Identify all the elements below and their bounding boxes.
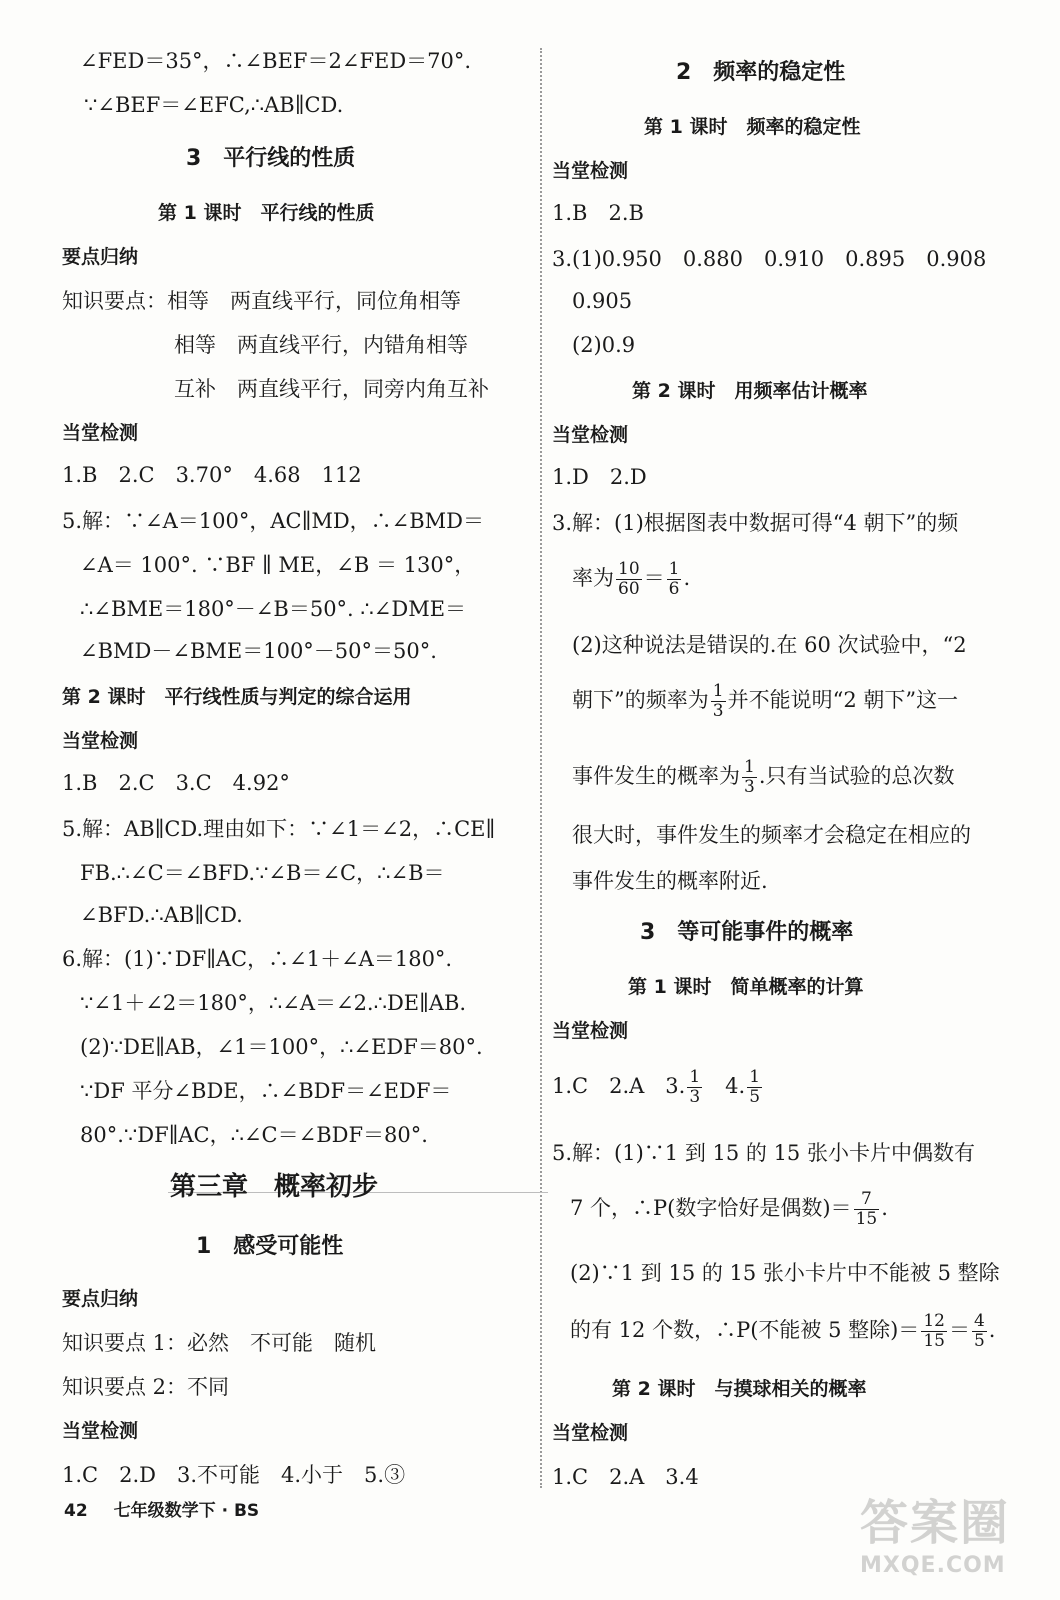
page-footer <box>64 1496 259 1521</box>
label-check: 当堂检测 <box>62 422 139 444</box>
denominator: 15 <box>855 1209 878 1229</box>
text-span: . <box>988 1318 996 1342</box>
label-check: 当堂检测 <box>62 1420 139 1442</box>
label-check: 当堂检测 <box>62 730 139 752</box>
label-check: 当堂检测 <box>552 160 629 182</box>
text-span: 1.C 2.A 3. <box>552 1074 686 1098</box>
section-heading: 3 等可能事件的概率 <box>640 920 854 945</box>
text-line: 6.解：(1)∵DF∥AC，∴∠1＋∠A＝180°. <box>62 947 453 971</box>
text-span: 的有 12 个数，∴P(不能被 5 整除)＝ <box>570 1318 920 1342</box>
denominator: 15 <box>923 1331 945 1351</box>
text-line: ∵DF 平分∠BDE，∴∠BDF＝∠EDF＝ <box>80 1079 452 1103</box>
label-yaodian: 要点归纳 <box>62 246 139 268</box>
label-check: 当堂检测 <box>552 424 629 446</box>
text-line: 很大时，事件发生的频率才会稳定在相应的 <box>572 823 971 847</box>
text-line-with-fraction <box>572 758 955 797</box>
text-line-with-fraction <box>572 560 690 599</box>
numerator: 7 <box>854 1190 880 1210</box>
denominator: 60 <box>618 579 640 599</box>
text-line: 80°.∵DF∥AC，∴∠C＝∠BDF＝80°. <box>80 1123 428 1147</box>
text-line: 相等 两直线平行，内错角相等 <box>174 333 468 357</box>
denominator: 3 <box>689 1087 701 1107</box>
fraction <box>921 1312 947 1351</box>
text-line-with-fraction <box>572 682 958 721</box>
lesson-heading: 第 1 课时 简单概率的计算 <box>628 976 864 998</box>
watermark-top: 答案圈 <box>860 1495 1011 1551</box>
text-line: 1.C 2.A 3.4 <box>552 1465 699 1489</box>
text-line: 知识要点 2：不同 <box>62 1375 230 1399</box>
fraction <box>854 1190 880 1229</box>
text-line: ∵∠BEF＝∠EFC,∴AB∥CD. <box>84 93 344 117</box>
text-line: (2)∵1 到 15 的 15 张小卡片中不能被 5 整除 <box>570 1261 1000 1285</box>
text-line: 5.解：(1)∵1 到 15 的 15 张小卡片中偶数有 <box>552 1141 975 1165</box>
text-line-with-fraction <box>570 1190 888 1229</box>
text-line: 3.解：(1)根据图表中数据可得“4 朝下”的频 <box>552 511 959 535</box>
text-line: 事件发生的概率附近. <box>572 869 768 893</box>
label-check: 当堂检测 <box>552 1020 629 1042</box>
text-line: ∵∠1＋∠2＝180°，∴∠A＝∠2.∴DE∥AB. <box>80 991 467 1015</box>
text-line: 3.(1)0.950 0.880 0.910 0.895 0.908 <box>552 247 987 271</box>
text-line: ∠BFD.∴AB∥CD. <box>80 903 243 927</box>
fraction <box>747 1068 762 1107</box>
text-line: 0.905 <box>572 289 633 313</box>
text-line: 5.解：∵∠A＝100°，AC∥MD，∴∠BMD＝ <box>62 509 485 533</box>
page-number: 42 <box>64 1501 88 1521</box>
label-check: 当堂检测 <box>552 1422 629 1444</box>
denominator: 3 <box>712 701 724 721</box>
numerator: 1 <box>749 1067 761 1087</box>
text-span: ＝ <box>643 566 665 590</box>
numerator: 1 <box>689 1067 701 1087</box>
text-span: 7 个，∴P(数字恰好是偶数)＝ <box>570 1196 852 1220</box>
text-line: FB.∴∠C＝∠BFD.∵∠B＝∠C，∴∠B＝ <box>80 861 445 885</box>
lesson-heading: 第 2 课时 与摸球相关的概率 <box>612 1378 867 1400</box>
section-heading: 3 平行线的性质 <box>186 146 356 171</box>
section-heading: 2 频率的稳定性 <box>676 60 846 85</box>
text-line: 互补 两直线平行，同旁内角互补 <box>174 377 489 401</box>
text-line: ∴∠BME＝180°－∠B＝50°. ∴∠DME＝ <box>80 597 467 621</box>
fraction <box>616 560 642 599</box>
text-span: ＝ <box>948 1318 970 1342</box>
text-span: 朝下”的频率为 <box>572 688 709 712</box>
lesson-heading: 第 2 课时 用频率估计概率 <box>632 380 868 402</box>
text-line: (2)∵DE∥AB，∠1＝100°，∴∠EDF＝80°. <box>80 1035 483 1059</box>
text-span: 并不能说明“2 朝下”这一 <box>727 688 959 712</box>
text-line: 1.B 2.C 3.70° 4.68 112 <box>62 463 362 487</box>
text-span: . <box>683 566 691 590</box>
fraction <box>667 560 682 599</box>
denominator: 6 <box>668 579 680 599</box>
lesson-heading: 第 2 课时 平行线性质与判定的综合运用 <box>62 686 412 708</box>
chapter-heading: 第三章 概率初步 <box>170 1172 379 1202</box>
section-heading: 1 感受可能性 <box>196 1234 344 1259</box>
text-line: 1.B 2.B <box>552 201 644 225</box>
text-line: (2)这种说法是错误的.在 60 次试验中，“2 <box>572 633 967 657</box>
numerator: 10 <box>618 559 640 579</box>
fraction <box>742 758 757 797</box>
denominator: 5 <box>749 1087 761 1107</box>
fraction <box>711 682 726 721</box>
column-divider <box>540 48 542 1488</box>
text-span: .只有当试验的总次数 <box>758 764 955 788</box>
watermark-logo <box>860 1484 1040 1584</box>
text-line: ∠BMD－∠BME＝100°－50°＝50°. <box>80 639 437 663</box>
text-span: . <box>881 1196 888 1220</box>
text-span: 事件发生的概率为 <box>572 764 740 788</box>
denominator: 3 <box>744 777 755 797</box>
denominator: 5 <box>973 1331 985 1351</box>
fraction <box>687 1068 702 1107</box>
text-line: 1.D 2.D <box>552 465 647 489</box>
text-line: 1.B 2.C 3.C 4.92° <box>62 771 290 795</box>
text-line: (2)0.9 <box>572 333 636 357</box>
text-line: 1.C 2.D 3.不可能 4.小于 5.③ <box>62 1463 406 1487</box>
fraction <box>972 1312 987 1351</box>
label-yaodian: 要点归纳 <box>62 1288 139 1310</box>
numerator: 1 <box>712 681 724 701</box>
numerator: 12 <box>923 1311 945 1331</box>
text-span: 率为 <box>572 566 614 590</box>
text-span: 4. <box>704 1074 746 1098</box>
text-line: 知识要点：相等 两直线平行，同位角相等 <box>62 289 461 313</box>
watermark-bottom: MXQE.COM <box>860 1553 1006 1578</box>
text-line: ∠A＝ 100°. ∵BF ∥ ME，∠B ＝ 130°， <box>80 553 476 577</box>
numerator: 4 <box>973 1311 985 1331</box>
text-line: ∠FED＝35°，∴∠BEF＝2∠FED＝70°. <box>80 49 472 73</box>
lesson-heading: 第 1 课时 频率的稳定性 <box>644 116 861 138</box>
text-line: 知识要点 1：必然 不可能 随机 <box>62 1331 377 1355</box>
text-line-with-fraction <box>570 1312 995 1351</box>
book-title: 七年级数学下 · BS <box>113 1501 260 1521</box>
text-line: 5.解：AB∥CD.理由如下：∵∠1＝∠2，∴CE∥ <box>62 817 496 841</box>
text-line-with-fraction <box>552 1068 764 1107</box>
lesson-heading: 第 1 课时 平行线的性质 <box>158 202 375 224</box>
numerator: 1 <box>744 757 755 777</box>
numerator: 1 <box>668 559 680 579</box>
